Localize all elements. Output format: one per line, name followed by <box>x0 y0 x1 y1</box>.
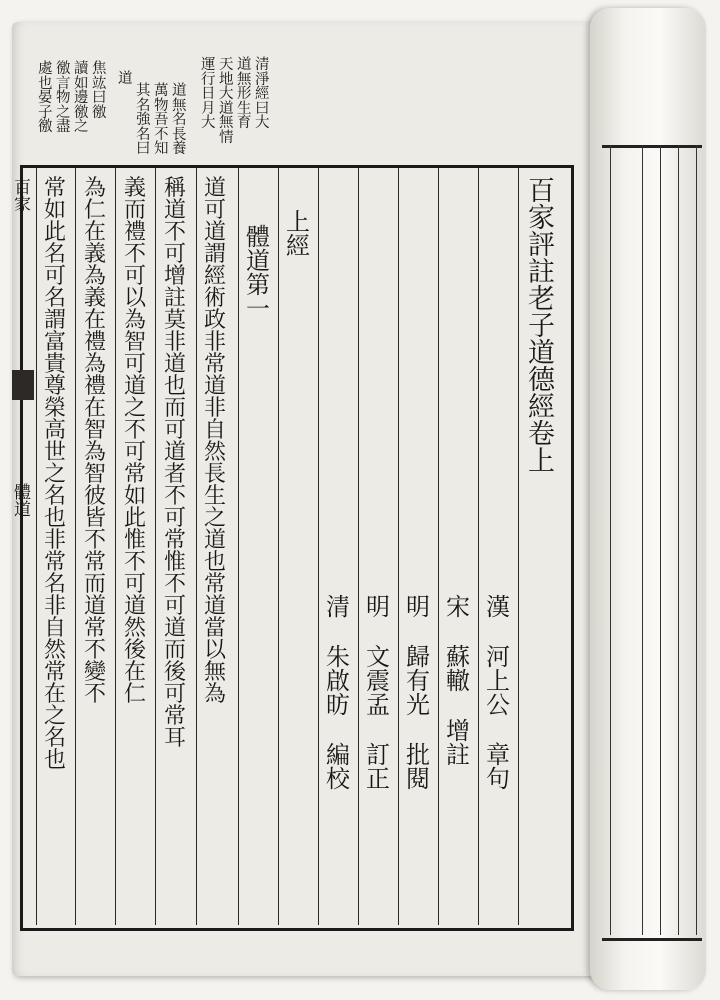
author-role: 增 註 <box>446 717 476 769</box>
roll-line <box>642 145 643 935</box>
column-rule <box>196 168 197 925</box>
column-rule <box>36 168 37 925</box>
author-line <box>326 595 356 791</box>
author-role: 章 句 <box>486 741 516 793</box>
author-name: 蘇 轍 <box>446 643 476 695</box>
author-dynasty: 清 <box>326 593 356 621</box>
column-rule <box>438 168 439 925</box>
header-note: 焦 竑 曰 徼 <box>92 61 107 121</box>
roll-line <box>610 145 611 935</box>
header-note: 天 地 大 道 無 情 <box>219 57 234 146</box>
column-rule <box>115 168 116 925</box>
edge-label: 百 家 <box>14 178 31 215</box>
text-column: 常 如 此 名 可 名 謂 富 貴 尊 榮 高 世 之 名 也 非 常 名 非 自 然 常 在 之 名 也 <box>44 176 69 773</box>
author-name: 歸 有 光 <box>406 643 436 719</box>
author-line <box>446 595 476 767</box>
text-column: 道 可 道 謂 經 術 政 非 常 道 非 自 然 長 生 之 道 也 常 道 當 以 無 為 <box>204 176 229 707</box>
column-rule <box>278 168 279 925</box>
author-dynasty: 漢 <box>486 593 516 621</box>
author-dynasty: 宋 <box>446 593 476 621</box>
author-role: 編 校 <box>326 741 356 793</box>
header-note: 清 淨 經 曰 大 <box>255 57 270 131</box>
header-note: 萬 物 吾 不 知 <box>154 83 169 157</box>
roll-line <box>678 145 679 935</box>
author-dynasty: 明 <box>406 593 436 621</box>
text-column: 為 仁 在 義 為 義 在 禮 為 禮 在 智 為 智 彼 皆 不 常 而 道 常 不 變 不 <box>84 176 109 707</box>
header-note: 道 <box>118 71 133 87</box>
header-note: 道 無 形 生 育 <box>237 57 252 131</box>
header-note: 讀 如 邊 徼 之 <box>74 61 89 135</box>
roll-line <box>660 145 661 935</box>
edge-dark-band <box>12 370 34 400</box>
header-note: 徼 言 物 之 盡 <box>56 61 71 135</box>
header-note: 處 也 晏 子 徼 <box>38 61 53 135</box>
author-name: 文 震 孟 <box>366 643 396 719</box>
author-dynasty: 明 <box>366 593 396 621</box>
edge-chapter: 體 道 <box>14 483 31 520</box>
header-note: 其 名 強 名 曰 <box>136 83 151 157</box>
column-rule <box>75 168 76 925</box>
author-role: 訂 正 <box>366 741 396 793</box>
author-name: 朱 啟 昉 <box>326 643 356 719</box>
roll-line <box>696 145 697 935</box>
author-role: 批 閱 <box>406 741 436 793</box>
author-name: 河 上 公 <box>486 643 516 719</box>
column-rule <box>478 168 479 925</box>
text-column: 義 而 禮 不 可 以 為 智 可 道 之 不 可 常 如 此 惟 不 可 道 然 後 在 仁 <box>124 176 149 707</box>
text-column: 稱 道 不 可 增 註 莫 非 道 也 而 可 道 者 不 可 常 惟 不 可 道 而 後 可 常 耳 <box>164 176 189 751</box>
column-rule <box>318 168 319 925</box>
column-rule <box>155 168 156 925</box>
chapter-heading: 體 道 第 一 <box>246 223 276 323</box>
column-rule <box>358 168 359 925</box>
column-rule <box>518 168 519 925</box>
header-note: 運 行 日 月 大 <box>201 57 216 131</box>
header-note: 道 無 名 長 養 <box>172 83 187 157</box>
book-title: 百 家 評 註 老 子 道 德 經 卷 上 <box>528 176 559 477</box>
author-line <box>406 595 436 791</box>
roll-frame <box>602 145 702 941</box>
author-line <box>486 595 516 791</box>
author-line <box>366 595 396 791</box>
column-rule <box>398 168 399 925</box>
section-heading: 上 經 <box>286 208 316 260</box>
column-rule <box>238 168 239 925</box>
